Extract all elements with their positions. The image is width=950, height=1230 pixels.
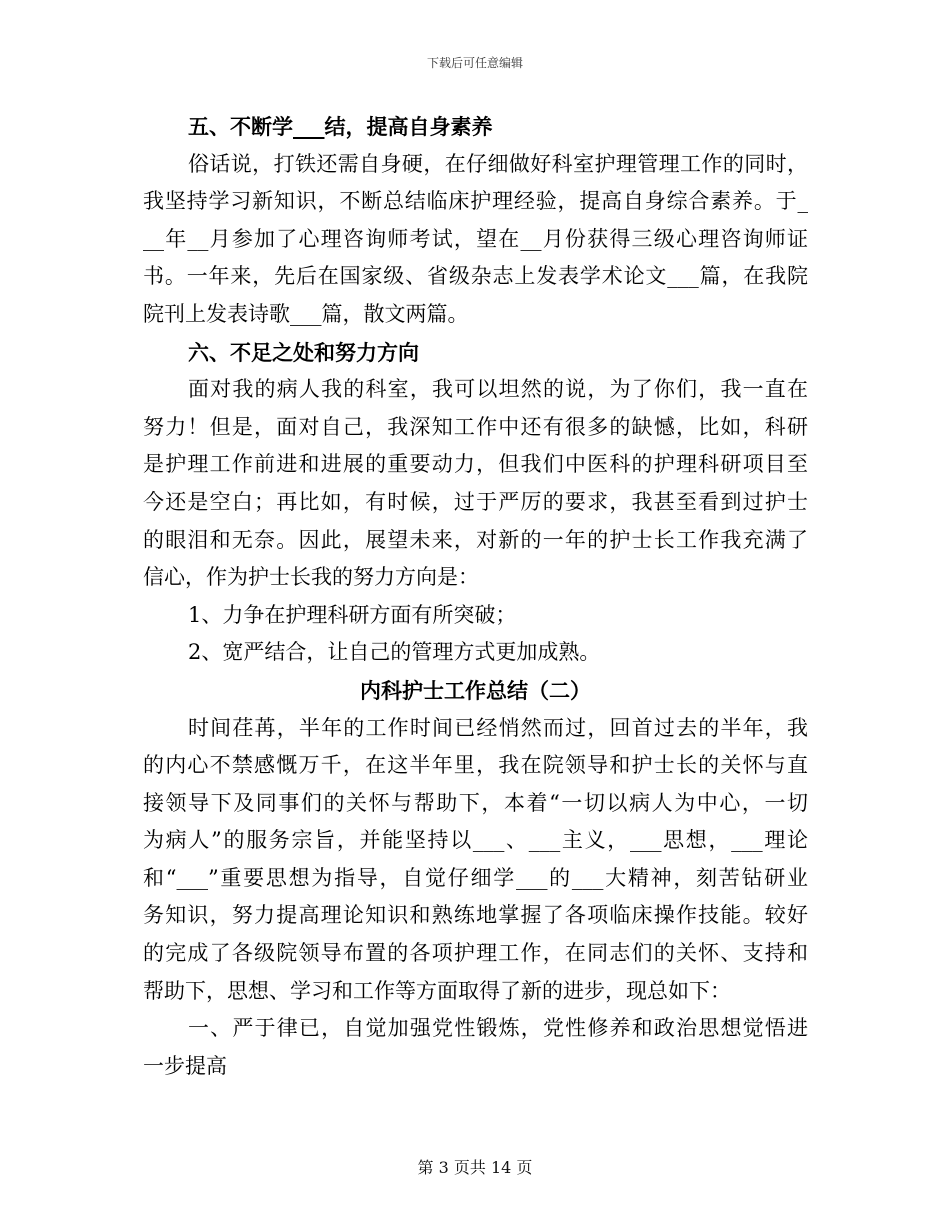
paragraph-line: 信心，作为护士长我的努力方向是： xyxy=(143,565,479,590)
page-header: 下载后可任意编辑 xyxy=(426,56,523,70)
paragraph-line: 努力！但是，面对自己，我深知工作中还有很多的缺憾，比如，科研 xyxy=(143,414,808,439)
page-number: 第 3 页共 14 页 xyxy=(417,1158,533,1177)
paragraph-line: 的眼泪和无奈。因此，展望未来，对新的一年的护士长工作我充满了 xyxy=(143,527,808,552)
list-item: 2、宽严结合，让自己的管理方式更加成熟。 xyxy=(188,640,601,665)
paragraph-line: 面对我的病人我的科室，我可以坦然的说，为了你们，我一直在 xyxy=(188,377,808,402)
paragraph-line: 的内心不禁感慨万千，在这半年里，我在院领导和护士长的关怀与直 xyxy=(143,753,808,778)
paragraph-line: 是护理工作前进和进展的重要动力，但我们中医科的护理科研项目至 xyxy=(143,452,808,477)
paragraph-line: 院刊上发表诗歌___篇，散文两篇。 xyxy=(143,301,469,326)
paragraph-line: 帮助下，思想、学习和工作等方面取得了新的进步，现总如下： xyxy=(143,978,731,1003)
paragraph-line: 一步提高 xyxy=(143,1053,227,1078)
paragraph-line: 接领导下及同事们的关怀与帮助下，本着“一切以病人为中心，一切 xyxy=(143,790,808,815)
document-body xyxy=(143,108,808,1085)
section-heading-6: 六、不足之处和努力方向 xyxy=(188,339,419,365)
paragraph-line: 今还是空白；再比如，有时候，过于严厉的要求，我甚至看到过护士 xyxy=(143,489,808,514)
paragraph-line: 我坚持学习新知识，不断总结临床护理经验，提高自身综合素养。于_ xyxy=(143,189,808,214)
paragraph-line: 时间荏苒，半年的工作时间已经悄然而过，回首过去的半年，我 xyxy=(188,715,808,740)
paragraph-line: __年__月参加了心理咨询师考试，望在__月份获得三级心理咨询师证 xyxy=(143,226,808,251)
section-heading-5: 五、不断学___结，提高自身素养 xyxy=(188,114,493,139)
list-item: 1、力争在护理科研方面有所突破； xyxy=(188,602,517,627)
paragraph-line: 和“___”重要思想为指导，自觉仔细学___的___大精神，刻苦钻研业 xyxy=(143,865,808,890)
paragraph-line: 务知识，努力提高理论知识和熟练地掌握了各项临床操作技能。较好 xyxy=(143,903,808,928)
paragraph-line: 为病人”的服务宗旨，并能坚持以___、___主义，___思想，___理论 xyxy=(143,828,808,853)
paragraph-line: 俗话说，打铁还需自身硬，在仔细做好科室护理管理工作的同时， xyxy=(188,151,808,176)
document-title: 内科护士工作总结（二） xyxy=(360,677,591,703)
paragraph-line: 一、严于律已，自觉加强党性锻炼，党性修养和政治思想觉悟进 xyxy=(188,1016,808,1041)
paragraph-line: 的完成了各级院领导布置的各项护理工作，在同志们的关怀、支持和 xyxy=(143,941,808,966)
paragraph-line: 书。一年来，先后在国家级、省级杂志上发表学术论文___篇，在我院 xyxy=(143,264,808,289)
